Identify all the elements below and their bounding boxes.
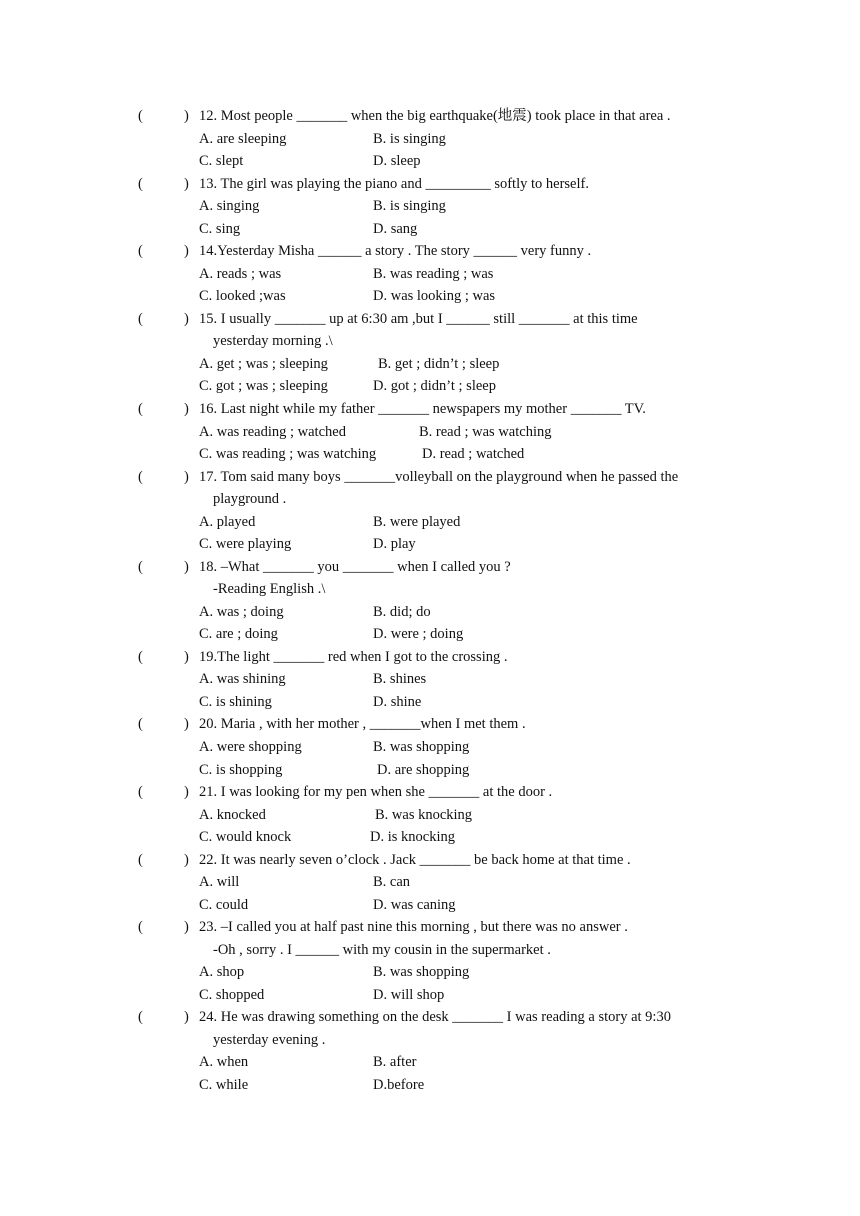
question-stem: 16. Last night while my father _______ newspapers my mother _______ TV. (199, 401, 646, 417)
option-b: B. was reading ; was (373, 266, 494, 282)
answer-paren-open: ( (138, 1009, 143, 1025)
option-a: A. was reading ; watched (199, 424, 346, 440)
option-c: C. is shining (199, 694, 272, 710)
answer-paren-close: ) (184, 108, 189, 124)
option-a: A. are sleeping (199, 131, 287, 147)
question-stem: 15. I usually _______ up at 6:30 am ,but I ______ still _______ at this time (199, 311, 638, 327)
option-b: B. was shopping (373, 739, 470, 755)
option-d: D.before (373, 1077, 425, 1093)
question-stem-continuation: -Reading English .\ (213, 581, 326, 597)
answer-paren-open: ( (138, 176, 143, 192)
option-b: B. can (373, 874, 411, 890)
answer-paren-open: ( (138, 852, 143, 868)
option-a: A. when (199, 1054, 249, 1070)
answer-paren-close: ) (184, 716, 189, 732)
option-b: B. get ; didn’t ; sleep (378, 356, 500, 372)
option-c: C. were playing (199, 536, 292, 552)
option-d: D. shine (373, 694, 422, 710)
option-d: D. was caning (373, 897, 456, 913)
question-stem: 14.Yesterday Misha ______ a story . The story ______ very funny . (199, 243, 592, 259)
question-stem: 19.The light _______ red when I got to the crossing . (199, 649, 508, 665)
question-stem-continuation: yesterday morning .\ (213, 333, 333, 349)
question-stem-continuation: -Oh , sorry . I ______ with my cousin in the supermarket . (213, 942, 551, 958)
option-b: B. did; do (373, 604, 431, 620)
answer-paren-close: ) (184, 784, 189, 800)
option-c: C. is shopping (199, 762, 283, 778)
option-d: D. sang (373, 221, 418, 237)
option-a: A. was shining (199, 671, 286, 687)
answer-paren-open: ( (138, 919, 143, 935)
answer-paren-close: ) (184, 919, 189, 935)
option-b: B. was knocking (375, 807, 473, 823)
question-stem: 12. Most people _______ when the big earthquake(地震) took place in that area . (199, 108, 671, 124)
option-c: C. got ; was ; sleeping (199, 378, 328, 394)
option-b: B. is singing (373, 198, 446, 214)
option-c: C. would knock (199, 829, 292, 845)
option-b: B. shines (373, 671, 427, 687)
option-d: D. was looking ; was (373, 288, 496, 304)
question-stem: 24. He was drawing something on the desk _______ I was reading a story at 9:30 (199, 1009, 671, 1025)
option-d: D. read ; watched (422, 446, 525, 462)
question-stem-continuation: yesterday evening . (213, 1032, 326, 1048)
option-a: A. knocked (199, 807, 266, 823)
option-a: A. played (199, 514, 256, 530)
option-c: C. was reading ; was watching (199, 446, 377, 462)
answer-paren-close: ) (184, 176, 189, 192)
option-c: C. could (199, 897, 249, 913)
option-a: A. will (199, 874, 240, 890)
answer-paren-open: ( (138, 559, 143, 575)
option-a: A. were shopping (199, 739, 302, 755)
option-c: C. looked ;was (199, 288, 286, 304)
option-b: B. read ; was watching (419, 424, 552, 440)
question-stem: 17. Tom said many boys _______volleyball on the playground when he passed the (199, 469, 679, 485)
option-d: D. were ; doing (373, 626, 464, 642)
question-stem: 22. It was nearly seven o’clock . Jack _______ be back home at that time . (199, 852, 631, 868)
option-d: D. are shopping (377, 762, 470, 778)
question-stem: 23. –I called you at half past nine this morning , but there was no answer . (199, 919, 628, 935)
answer-paren-open: ( (138, 311, 143, 327)
question-stem: 18. –What _______ you _______ when I called you ? (199, 559, 511, 575)
answer-paren-close: ) (184, 311, 189, 327)
option-b: B. was shopping (373, 964, 470, 980)
answer-paren-close: ) (184, 649, 189, 665)
option-a: A. shop (199, 964, 245, 980)
option-a: A. singing (199, 198, 260, 214)
option-a: A. was ; doing (199, 604, 284, 620)
answer-paren-open: ( (138, 716, 143, 732)
option-a: A. get ; was ; sleeping (199, 356, 328, 372)
question-stem: 13. The girl was playing the piano and _________ softly to herself. (199, 176, 589, 192)
option-c: C. shopped (199, 987, 265, 1003)
option-b: B. were played (373, 514, 461, 530)
answer-paren-open: ( (138, 108, 143, 124)
question-stem: 20. Maria , with her mother , _______when I met them . (199, 716, 526, 732)
option-b: B. is singing (373, 131, 446, 147)
answer-paren-open: ( (138, 649, 143, 665)
option-d: D. will shop (373, 987, 445, 1003)
answer-paren-close: ) (184, 469, 189, 485)
answer-paren-open: ( (138, 401, 143, 417)
option-c: C. sing (199, 221, 241, 237)
answer-paren-close: ) (184, 852, 189, 868)
answer-paren-open: ( (138, 469, 143, 485)
answer-paren-open: ( (138, 784, 143, 800)
option-d: D. sleep (373, 153, 421, 169)
question-stem: 21. I was looking for my pen when she _______ at the door . (199, 784, 553, 800)
option-d: D. got ; didn’t ; sleep (373, 378, 496, 394)
option-b: B. after (373, 1054, 417, 1070)
answer-paren-close: ) (184, 559, 189, 575)
option-c: C. while (199, 1077, 249, 1093)
answer-paren-close: ) (184, 1009, 189, 1025)
option-d: D. is knocking (370, 829, 455, 845)
option-c: C. are ; doing (199, 626, 278, 642)
answer-paren-open: ( (138, 243, 143, 259)
option-c: C. slept (199, 153, 244, 169)
answer-paren-close: ) (184, 243, 189, 259)
option-d: D. play (373, 536, 416, 552)
question-stem-continuation: playground . (213, 491, 287, 507)
answer-paren-close: ) (184, 401, 189, 417)
option-a: A. reads ; was (199, 266, 282, 282)
